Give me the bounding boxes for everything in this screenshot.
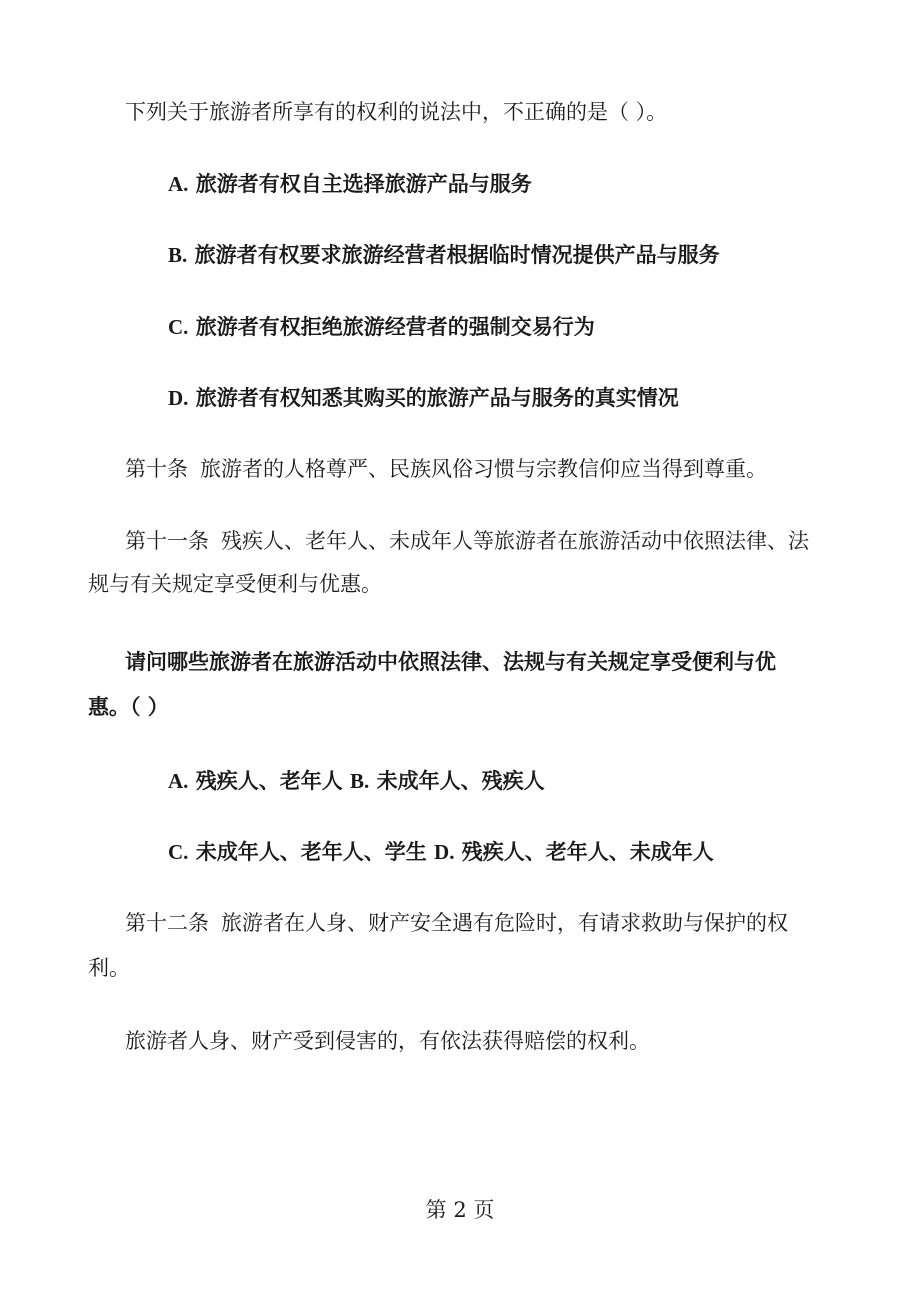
option-letter: A. xyxy=(168,769,189,793)
footer-suffix: 页 xyxy=(473,1198,495,1222)
option-letter: D. xyxy=(168,386,189,410)
article11-line1 xyxy=(125,527,809,555)
page-footer xyxy=(0,1194,920,1224)
question1-stem: 下列关于旅游者所享有的权利的说法中，不正确的是（ ）。 xyxy=(125,100,668,124)
article11-text: 残疾人、老年人、未成年人等旅游者在旅游活动中依照法律、法 xyxy=(221,529,809,553)
article12-line1 xyxy=(125,909,788,937)
article12-line2: 利。 xyxy=(88,956,130,980)
question1-option-b xyxy=(168,241,720,269)
footer-prefix: 第 xyxy=(425,1198,447,1222)
question1-option-a xyxy=(168,170,532,198)
option-letter: A. xyxy=(168,172,189,196)
option-text: 旅游者有权自主选择旅游产品与服务 xyxy=(195,172,532,196)
question1-option-c xyxy=(168,313,595,341)
article12-text: 旅游者在人身、财产安全遇有危险时，有请求救助与保护的权 xyxy=(221,911,788,935)
article11-number: 第十一条 xyxy=(125,529,209,553)
question2-stem-line1: 请问哪些旅游者在旅游活动中依照法律、法规与有关规定享受便利与优 xyxy=(125,650,776,674)
article11-line2: 规与有关规定享受便利与优惠。 xyxy=(88,572,382,596)
option-text: 旅游者有权要求旅游经营者根据临时情况提供产品与服务 xyxy=(194,243,720,267)
article12-paragraph2: 旅游者人身、财产受到侵害的，有依法获得赔偿的权利。 xyxy=(125,1029,650,1053)
question2-options-row2 xyxy=(168,838,714,866)
option-letter: D. xyxy=(434,840,455,864)
article10-number: 第十条 xyxy=(125,457,188,481)
question1-option-d xyxy=(168,384,679,412)
option-letter: C. xyxy=(168,840,189,864)
option-text: 未成年人、残疾人 xyxy=(376,769,545,793)
option-text: 旅游者有权知悉其购买的旅游产品与服务的真实情况 xyxy=(195,386,679,410)
option-letter: B. xyxy=(350,769,370,793)
option-text: 残疾人、老年人 xyxy=(195,769,343,793)
question2-stem-line2: 惠。（ ） xyxy=(88,695,169,719)
question2-options-row1 xyxy=(168,767,545,795)
option-text: 残疾人、老年人、未成年人 xyxy=(461,840,714,864)
article10-paragraph xyxy=(125,455,767,483)
page-number: 2 xyxy=(453,1198,467,1222)
option-letter: B. xyxy=(168,243,188,267)
option-text: 旅游者有权拒绝旅游经营者的强制交易行为 xyxy=(195,315,595,339)
article10-text: 旅游者的人格尊严、民族风俗习惯与宗教信仰应当得到尊重。 xyxy=(200,457,767,481)
article12-number: 第十二条 xyxy=(125,911,209,935)
option-text: 未成年人、老年人、学生 xyxy=(195,840,427,864)
option-letter: C. xyxy=(168,315,189,339)
